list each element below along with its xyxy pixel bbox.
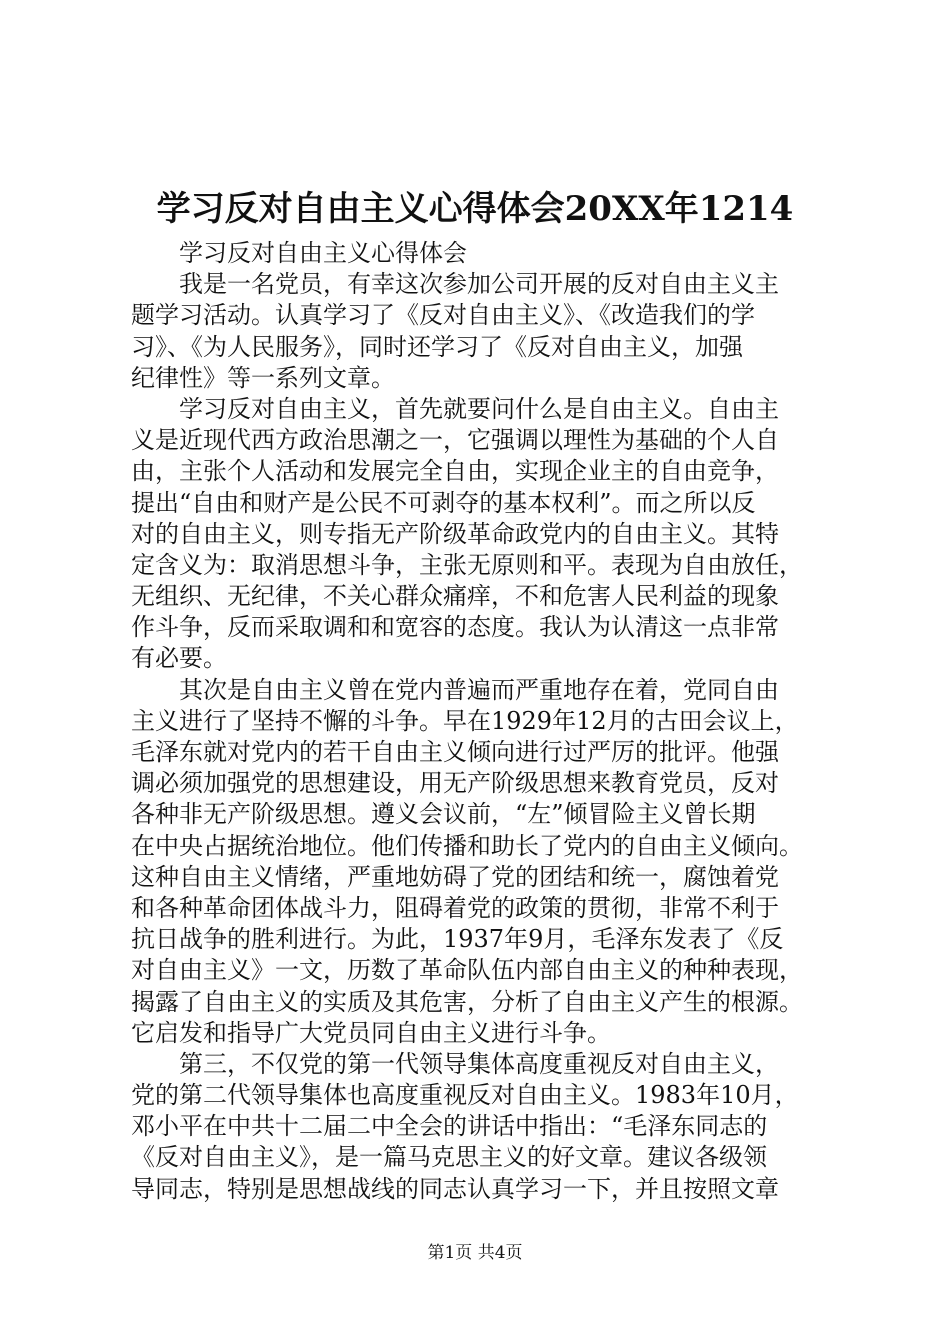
subtitle-line: 学习反对自由主义心得体会 — [179, 239, 467, 267]
paragraph-line: 其次是自由主义曾在党内普遍而严重地存在着，党同自由 — [179, 675, 779, 704]
paragraph-line: 这种自由主义情绪，严重地妨碍了党的团结和统一，腐蚀着党 — [131, 862, 779, 891]
paragraph-line: 它启发和指导广大党员同自由主义进行斗争。 — [131, 1018, 611, 1047]
paragraph-line: 题学习活动。认真学习了《反对自由主义》、《改造我们的学 — [131, 301, 755, 330]
paragraph-line: 毛泽东就对党内的若干自由主义倾向进行过严厉的批评。他强 — [131, 738, 779, 766]
paragraph-line: 习》、《为人民服务》，同时还学习了《反对自由主义，加强 — [131, 332, 743, 361]
paragraph-line: 纪律性》等一系列文章。 — [131, 363, 395, 392]
paragraph-line: 有必要。 — [131, 644, 227, 673]
paragraph-line: 提出“自由和财产是公民不可剥夺的基本权利”。而之所以反 — [131, 488, 756, 517]
paragraph-line: 主义进行了坚持不懈的斗争。早在1929年12月的古田会议上， — [131, 706, 799, 735]
paragraph-line: 各种非无产阶级思想。遵义会议前，“左”倾冒险主义曾长期 — [131, 800, 756, 829]
paragraph-line: 义是近现代西方政治思潮之一，它强调以理性为基础的个人自 — [131, 426, 779, 455]
paragraph-line: 无组织、无纪律，不关心群众痛痒，不和危害人民利益的现象 — [131, 582, 779, 611]
paragraph-line: 抗日战争的胜利进行。为此，1937年9月，毛泽东发表了《反 — [131, 925, 784, 954]
document-body — [131, 238, 851, 1205]
paragraph-line: 由，主张个人活动和发展完全自由，实现企业主的自由竞争， — [131, 457, 779, 486]
paragraph-line: 调必须加强党的思想建设，用无产阶级思想来教育党员，反对 — [131, 769, 779, 798]
document-title: 学习反对自由主义心得体会20XX年1214 — [156, 189, 794, 229]
paragraph-line: 《反对自由主义》，是一篇马克思主义的好文章。建议各级领 — [131, 1143, 767, 1172]
paragraph-line: 定含义为：取消思想斗争，主张无原则和平。表现为自由放任， — [131, 550, 803, 579]
paragraph-line: 我是一名党员，有幸这次参加公司开展的反对自由主义主 — [179, 270, 779, 299]
paragraph-line: 邓小平在中共十二届二中全会的讲话中指出：“毛泽东同志的 — [131, 1112, 768, 1141]
paragraph-line: 对的自由主义，则专指无产阶级革命政党内的自由主义。其特 — [131, 519, 779, 548]
paragraph-line: 在中央占据统治地位。他们传播和助长了党内的自由主义倾向。 — [131, 831, 803, 860]
paragraph-line: 对自由主义》一文，历数了革命队伍内部自由主义的种种表现， — [131, 956, 803, 985]
paragraph-line: 学习反对自由主义，首先就要问什么是自由主义。自由主 — [179, 394, 779, 423]
paragraph-line: 和各种革命团体战斗力，阻碍着党的政策的贯彻，非常不利于 — [131, 893, 779, 922]
page-footer: 第1页 共4页 — [427, 1243, 523, 1263]
paragraph-line: 党的第二代领导集体也高度重视反对自由主义。1983年10月， — [131, 1081, 799, 1110]
paragraph-line: 第三，不仅党的第一代领导集体高度重视反对自由主义， — [179, 1049, 779, 1078]
paragraph-line: 导同志，特别是思想战线的同志认真学习一下，并且按照文章 — [131, 1174, 779, 1203]
paragraph-line: 作斗争，反而采取调和和宽容的态度。我认为认清这一点非常 — [131, 613, 779, 642]
paragraph-line: 揭露了自由主义的实质及其危害，分析了自由主义产生的根源。 — [131, 987, 803, 1016]
